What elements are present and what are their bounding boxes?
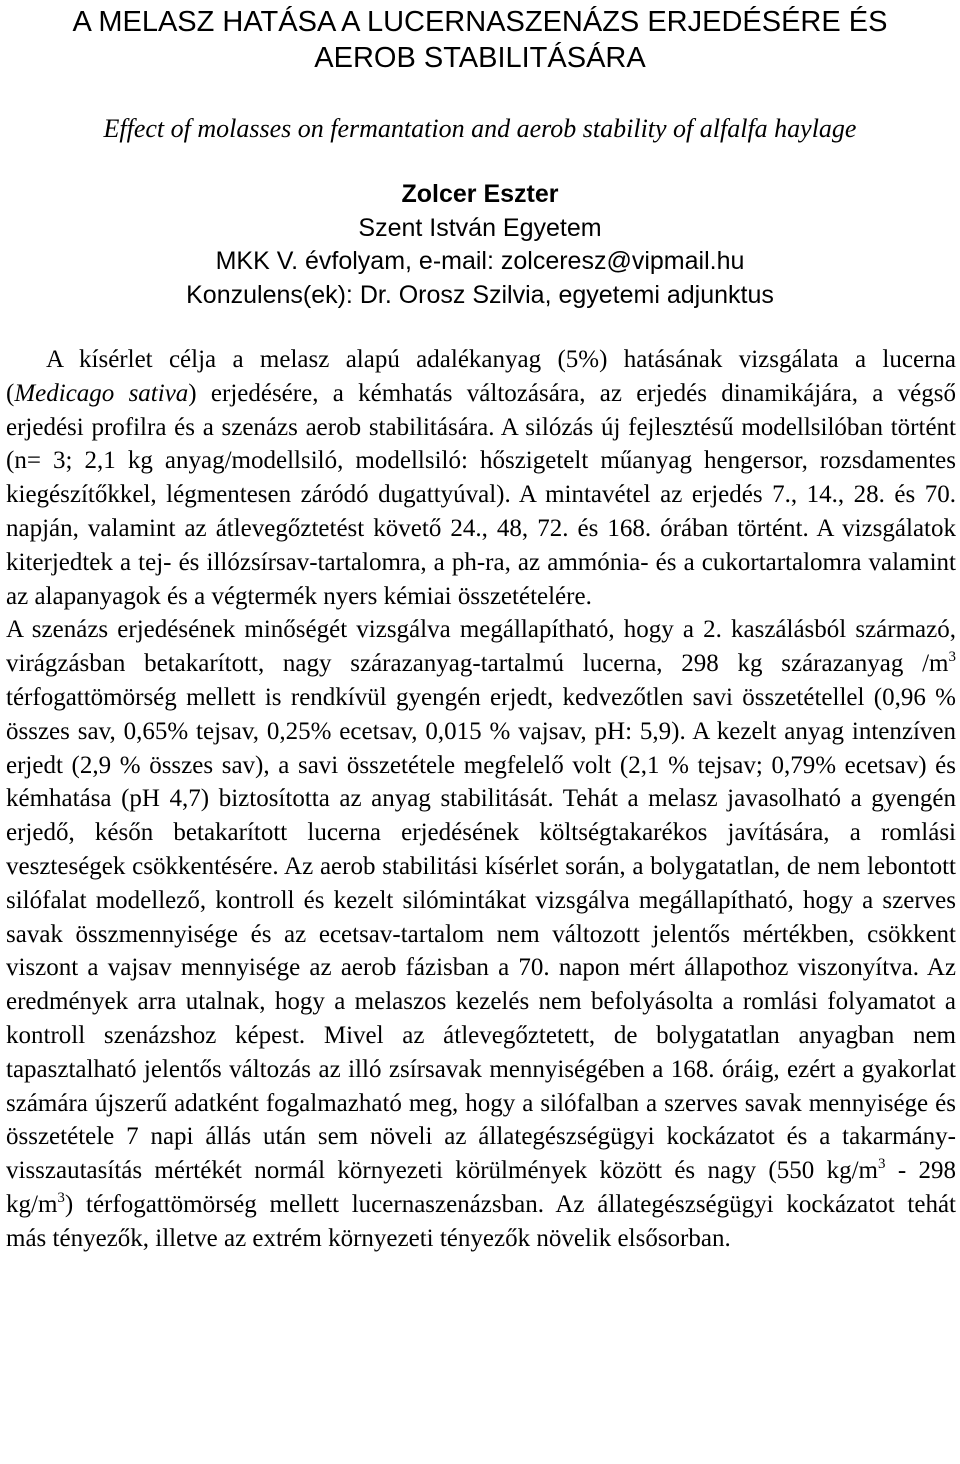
superscript-3: 3: [57, 1189, 65, 1206]
title-line-1: A MELASZ HATÁSA A LUCERNASZENÁZS ERJEDÉSÉRE ÉS: [72, 6, 888, 38]
abstract-p1-text-b: ) erjedésére, a kémhatás változására, az erjedés dinamikájára, a végső erjedési profilra és a szenázs aerob stabilitására. A silózás új fejlesztésű modellsilóban történt (n= 3; 2,1 kg anyag/modellsiló, modellsiló: hőszigetelt műanyag hengersor, rozsdamentes kiegészítőkkel, légmentesen záródó dugattyúval). A mintavétel az erjedés 7., 14., 28. és 70. napján, valamint az átlevegőztetést követő 24., 48, 72. és 168. órában történt. A vizsgálatok kiterjedtek a tej- és illózsírsav-tartalomra, a ph-ra, az ammónia- és a cukortartalomra valamint az alapanyagok és a végtermék nyers kémiai összetételére.: [6, 379, 956, 610]
superscript-3: 3: [877, 1156, 886, 1173]
superscript-3: 3: [948, 649, 956, 666]
abstract-p2-text-b: térfogattömörség mellett is rendkívül gyengén erjedt, kedvezőtlen savi összetétellel (0,96 % összes sav, 0,65% tejsav, 0,25% ecetsav, 0,015 % vajsav, pH: 5,9). A kezelt anyag intenzíven erjedt (2,9 % összes sav), a savi összetétele megfelelő volt (2,1 % tejsav; 0,79% ecetsav) és kémhatása (pH 4,7) biztosította az anyag stabilitását. Tehát a melasz javasolható a gyengén erjedő, későn betakarított lucerna erjedésének költségtakarékos javítására, a romlási veszteségek csökkentésére. Az aerob stabilitási kísérlet során, a bolygatatlan, de nem lebontott silófalat modellező, kontroll és kezelt silómintákat vizsgálva megállapítható, hogy a szerves savak összmennyisége és az ecetsav-tartalom nem változott jelentős mértékben, csökkent viszont a vajsav mennyisége az aerob fázisban a 70. napon mért állapothoz viszonyítva. Az eredmények arra utalnak, hogy a melaszos kezelés nem befolyásolta a romlási folyamatot a kontroll szenázshoz képest. Mivel az átlevegőztetett, de bolygatatlan anyagban nem tapasztalható jelentős változás az illó zsírsavak mennyiségében a 168. óráig, ezért a gyakorlat számára újszerű adatként fogalmazható meg, hogy a silófalban a szerves savak mennyisége és összetétele 7 napi állás után sem növeli az állategészségügyi kockázatot és a takarmány-visszautasítás mértékét normál környezeti körülmények között és nagy (550 kg/m: [6, 683, 956, 1185]
abstract-p2-text-c: - 298 kg/m: [6, 1157, 956, 1218]
author-supervisor: Konzulens(ek): Dr. Orosz Szilvia, egyetemi adjunktus: [186, 280, 774, 309]
author-name: Zolcer Eszter: [401, 180, 559, 208]
abstract-paragraph-2: [6, 613, 956, 1255]
author-university: Szent István Egyetem: [358, 213, 602, 242]
abstract-paragraph-1: [6, 343, 956, 613]
abstract-body: [6, 343, 956, 1256]
abstract-p2-text-d: ) térfogattömörség mellett lucernaszenázsban. Az állategészségügyi kockázatot tehát más tényezők, illetve az extrém környezeti tényezők növelik elsősorban.: [6, 1190, 956, 1252]
author-block: [0, 178, 960, 312]
abstract-p2-text-a: A szenázs erjedésének minőségét vizsgálva megállapítható, hogy a 2. kaszálásból származó, virágzásban betakarított, nagy szárazanyag-tartalmú lucerna, 298 kg szárazanyag /m: [6, 616, 956, 678]
title-line-2: AEROB STABILITÁSÁRA: [314, 42, 646, 74]
author-course-email: MKK V. évfolyam, e-mail: zolceresz@vipmail.hu: [215, 247, 745, 275]
paper-title: [0, 4, 960, 76]
species-name: Medicago sativa: [14, 379, 189, 407]
abstract-p1-text-a: A kísérlet célja a melasz alapú adalékanyag (5%) hatásának vizsgálata a lucerna (: [6, 346, 956, 407]
english-subtitle: Effect of molasses on fermantation and aerob stability of alfalfa haylage: [103, 114, 857, 143]
